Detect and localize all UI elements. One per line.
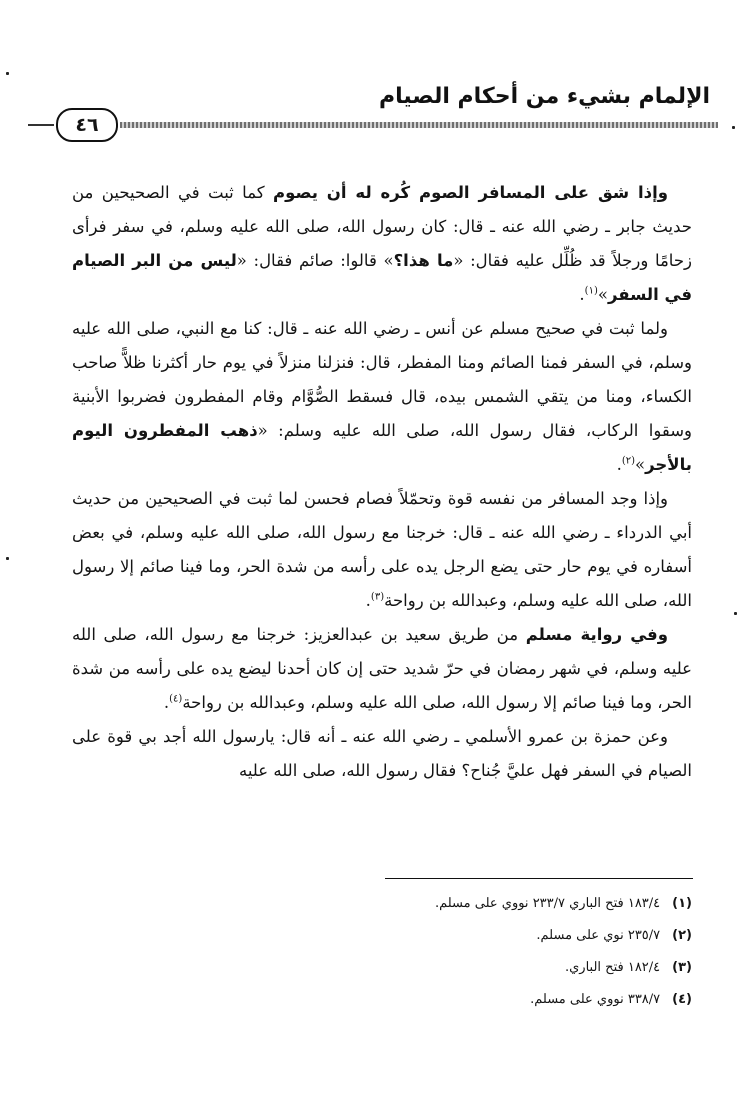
paragraph-4-end: . — [163, 693, 170, 712]
footnote-number: (٣) — [672, 960, 692, 975]
footnote-ref-4[interactable]: (٤) — [169, 693, 183, 705]
paragraph-1-text: كما ثبت في الصحيحين من حديث جابر ـ رضي الله عنه ـ قال: كان رسول الله، صلى الله عليه وسلم، في سفر فرأى زحامًا ورجلاً قد ظُلِّل عليه فقال: « — [72, 183, 693, 270]
paragraph-2-end: . — [616, 455, 622, 474]
scan-speck — [734, 612, 737, 615]
paragraph-1-end: . — [579, 285, 585, 304]
hadith-quote: ليس من البر الصيام في السفر — [72, 251, 692, 304]
scan-speck — [732, 126, 735, 129]
paragraph-1 — [72, 176, 692, 312]
header-rule-end — [28, 124, 54, 126]
footnote-ref-3[interactable]: (٣) — [370, 591, 385, 603]
paragraph-3-text: وإذا وجد المسافر من نفسه قوة وتحمّلاً فصام فحسن لما ثبت في الصحيحين من حديث أبي الدرداء ـ رضي الله عنه ـ قال: خرجنا مع رسول الله، صلى الله عليه وسلم، في بعض أسفاره في يوم حار حتى يضع الرجل يده على رأسه من شدة الحر، وما فينا صائم إلا رسول الله، صلى الله عليه وسلم، وعبدالله بن رواحة — [72, 489, 692, 610]
footnote-ref-2[interactable]: (٢) — [621, 455, 636, 467]
main-text — [72, 176, 692, 788]
footnotes — [300, 888, 692, 1016]
page-header — [28, 76, 718, 136]
footnote-item — [300, 888, 692, 920]
hadith-quote: ما هذا؟ — [393, 251, 454, 270]
scan-speck — [6, 557, 9, 560]
paragraph-2 — [72, 312, 692, 482]
paragraph-5 — [72, 720, 692, 788]
paragraph-1-text: » قالوا: صائم فقال: « — [236, 251, 394, 270]
footnote-item — [300, 984, 692, 1016]
footnote-text: ١٨٣/٤ فتح الباري ٢٣٣/٧ نووي على مسلم. — [434, 896, 661, 911]
paragraph-3-end: . — [365, 591, 371, 610]
paragraph-1-lead: وإذا شق على المسافر الصوم كُره له أن يصوم — [273, 183, 668, 202]
footnote-number: (١) — [672, 896, 692, 911]
footnote-number: (٤) — [672, 992, 692, 1007]
footnote-separator — [385, 878, 693, 879]
paragraph-2-text: » — [635, 455, 646, 474]
footnote-text: ٢٣٥/٧ نوي على مسلم. — [536, 928, 661, 943]
footnote-ref-1[interactable]: (١) — [584, 285, 598, 297]
paragraph-2-text: ولما ثبت في صحيح مسلم عن أنس ـ رضي الله عنه ـ قال: كنا مع النبي، صلى الله عليه وسلم، في السفر فمنا الصائم ومنا المفطر، قال: فنزلنا منزلاً في يوم حار أكثرنا ظلاًّ صاحب الكساء، ومنا من يتقي الشمس بيده، قال فسقط الصُّوَّام وقام المفطرون فضربوا الأبنية وسقوا الركاب، فقال رسول الله، صلى الله عليه وسلم: « — [72, 319, 692, 440]
paragraph-5-text: وعن حمزة بن عمرو الأسلمي ـ رضي الله عنه ـ أنه قال: يارسول الله أجد بي قوة على الصيام في السفر فهل عليَّ جُناح؟ فقال رسول الله، صلى الله عليه — [72, 727, 692, 780]
header-rule — [120, 122, 718, 128]
footnote-text: ١٨٢/٤ فتح الباري. — [565, 960, 661, 975]
page-number: ٤٦ — [56, 108, 118, 142]
paragraph-4-text: من طريق سعيد بن عبدالعزيز: خرجنا مع رسول الله، صلى الله عليه وسلم، في شهر رمضان في حرّ شديد حتى إن كان أحدنا ليضع يده على رأسه من شدة الحر، وما فينا صائم إلا رسول الله، صلى الله عليه وسلم، وعبدالله بن رواحة — [72, 625, 692, 712]
paragraph-3 — [72, 482, 692, 618]
scan-speck — [6, 72, 9, 75]
footnote-text: ٣٣٨/٧ نووي على مسلم. — [530, 992, 661, 1007]
paragraph-4 — [72, 618, 692, 720]
paragraph-1-text: » — [597, 285, 608, 304]
footnote-item — [300, 920, 692, 952]
paragraph-4-lead: وفي رواية مسلم — [525, 625, 668, 644]
hadith-quote: ذهب المفطرون اليوم بالأجر — [72, 421, 692, 474]
footnote-item — [300, 952, 692, 984]
running-title: الإلمام بشيء من أحكام الصيام — [379, 84, 710, 109]
footnote-number: (٢) — [672, 928, 692, 943]
